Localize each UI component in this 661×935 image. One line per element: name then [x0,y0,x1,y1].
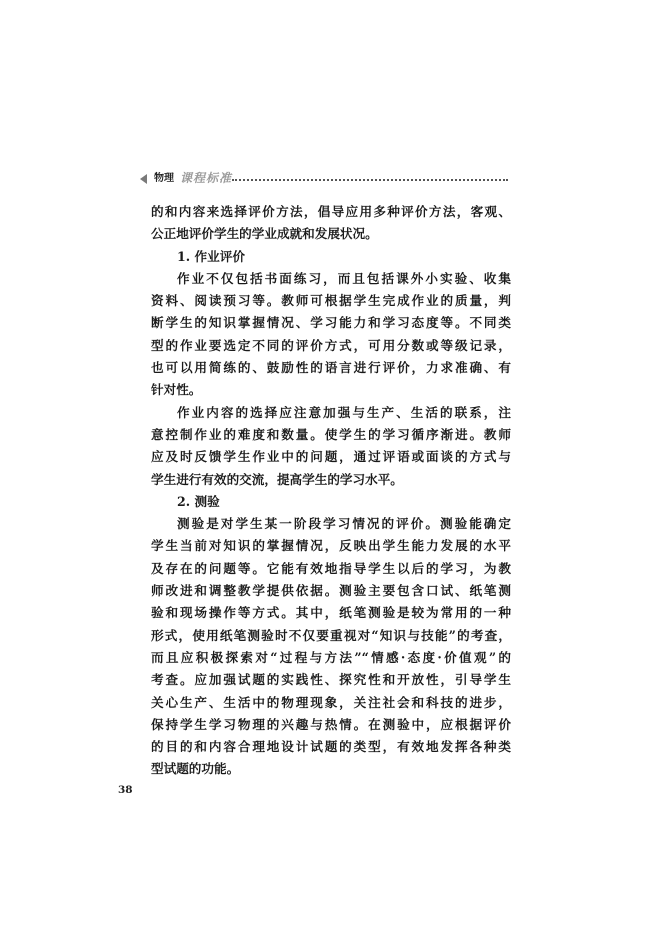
text-line: 验和现场操作等方式。其中，纸笔测验是较为常用的一种 [151,605,511,621]
text-line: 的目的和内容合理地设计试题的类型，有效地发挥各种类 [151,739,511,755]
text-line: 考查。应加强试题的实践性、探究性和开放性，引导学生 [151,672,511,688]
text-line: 师改进和调整教学提供依据。测验主要包含口试、纸笔测 [151,583,511,599]
text-line: 及存在的问题等。它能有效地指导学生以后的学习，为教 [151,560,511,576]
text-line: 关心生产、生活中的物理现象，关注社会和科技的进步， [151,694,511,710]
text-line: 意控制作业的难度和数量。使学生的学习循序渐进。教师 [151,426,511,442]
header-book-title: 课程标准 [180,171,233,185]
text-line: 型的作业要选定不同的评价方式，可用分数或等级记录， [151,337,511,353]
text-line: 2. 测验 [177,493,220,509]
text-line: 断学生的知识掌握情况、学习能力和学习态度等。不同类 [151,315,511,331]
text-line: 的和内容来选择评价方法，倡导应用多种评价方法，客观、 [151,204,511,219]
text-line: 作业内容的选择应注意加强与生产、生活的联系，注 [177,404,511,420]
text-line: 学生进行有效的交流，提高学生的学习水平。 [151,471,403,487]
text-line: 公正地评价学生的学业成就和发展状况。 [151,226,378,242]
text-line: 型试题的功能。 [151,761,240,777]
text-line: 针对性。 [151,382,202,398]
text-line: 而且应积极探索对“过程与方法”“情感·态度·价值观”的 [151,649,511,665]
text-line: 保持学生学习物理的兴趣与热情。在测验中，应根据评价 [151,716,511,732]
header-subject: 物理 [154,173,174,184]
header-dotted-rule [232,179,508,181]
text-line: 测验是对学生某一阶段学习情况的评价。测验能确定 [177,516,511,532]
page-number: 38 [118,784,133,796]
text-line: 学生当前对知识的掌握情况，反映出学生能力发展的水平 [151,538,511,554]
body-text [151,201,511,781]
text-line: 1. 作业评价 [177,248,245,264]
text-line: 形式，使用纸笔测验时不仅要重视对“知识与技能”的考查， [151,627,511,643]
text-line: 作业不仅包括书面练习，而且包括课外小实验、收集 [177,270,511,286]
text-line: 也可以用简练的、鼓励性的语言进行评价，力求准确、有 [151,360,511,376]
text-line: 应及时反馈学生作业中的问题，通过评语或面谈的方式与 [151,449,511,465]
text-line: 资料、阅读预习等。教师可根据学生完成作业的质量，判 [151,293,511,309]
running-header [140,172,508,188]
header-arrow-icon [140,174,147,184]
